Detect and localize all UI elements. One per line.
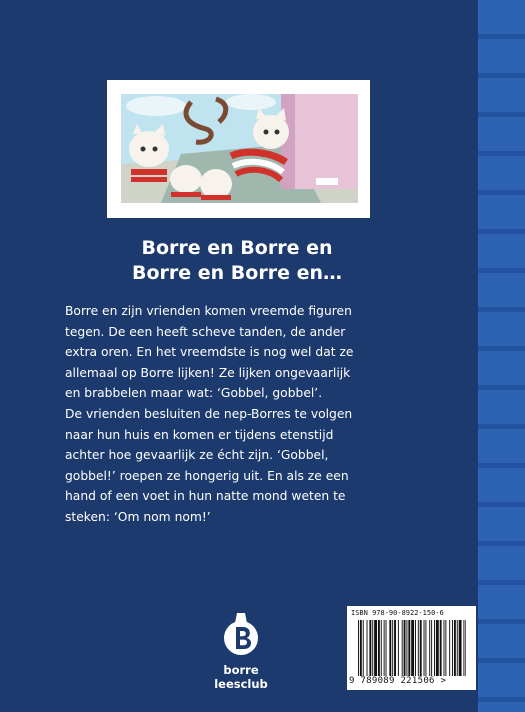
blurb-line: steken: ‘Om nom nom!’ [65,509,211,524]
isbn-barcode [347,606,476,690]
blurb-line: extra oren. En het vreemdste is nog wel dat ze [65,345,354,360]
blurb-line: achter hoe gevaarlijk ze écht zijn. ‘Gobbel, [65,448,329,463]
blurb-line: gobbel!’ roepen ze hongerig uit. En als ze een [65,468,349,483]
blurb-line: tegen. De een heeft scheve tanden, de ander [65,324,346,339]
blurb-line: De vrienden besluiten de nep-Borres te volgen [65,406,353,421]
blurb-line: allemaal op Borre lijken! Ze lijken ongevaarlijk [65,365,351,380]
borre-logo-icon [223,611,259,657]
ean-digits: 9 789089 221506 > [349,676,447,686]
title-line: Borre en Borre en [141,237,333,259]
blurb-line: naar hun huis en komen er tijdens etenstijd [65,427,334,442]
publisher-logo [201,611,281,691]
blurb-text [65,301,425,528]
spine-stripes [478,0,525,712]
book-title [82,236,392,286]
title-line: Borre en Borre en… [132,262,342,284]
logo-text: borre leesclub [214,663,268,691]
barcode-bars [358,620,466,676]
isbn-number: ISBN 978-90-8922-150-6 [351,609,444,617]
blurb-line: hand of een voet in hun natte mond weten te [65,489,346,504]
cover-illustration [121,94,358,203]
blurb-line: en brabbelen maar wat: ‘Gobbel, gobbel’. [65,386,323,401]
blurb-line: Borre en zijn vrienden komen vreemde figuren [65,304,352,318]
